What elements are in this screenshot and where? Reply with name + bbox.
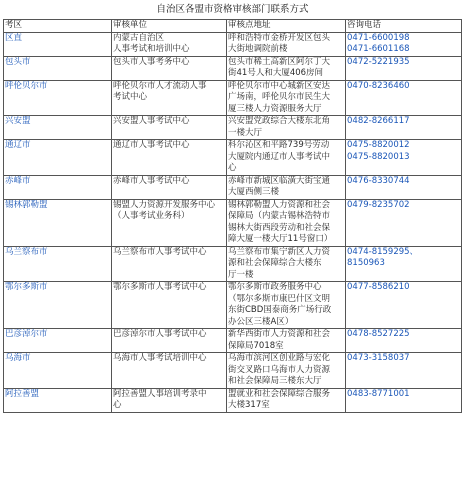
address-cell-line: 广场南，呼伦贝尔市民生大 (228, 92, 331, 102)
document-title: 自治区各盟市资格审核部门联系方式 (156, 4, 309, 15)
address-cell (227, 246, 346, 282)
address-cell-line: 呼和浩特市金桥开发区包头 (228, 32, 331, 43)
phone-cell (346, 32, 462, 56)
area-cell (4, 388, 112, 412)
unit-cell (112, 140, 227, 176)
table-row (4, 353, 462, 389)
address-cell-line: （鄂尔多斯市康巴什区文明 (228, 293, 331, 304)
address-cell-line: 障大厦一楼大厅11号窗口） (228, 234, 333, 244)
phone-cell-line: 0482-8266117 (347, 116, 410, 126)
unit-cell-line: 赤峰市人事考试中心 (113, 175, 190, 186)
table-row (4, 246, 462, 282)
phone-cell-line: 0473-3158037 (347, 353, 410, 363)
address-cell-line: 兴安盟党政综合大楼东北角 (228, 116, 331, 126)
address-cell-line: 东街CBD国泰商务广场行政 (228, 305, 332, 315)
phone-cell (346, 282, 462, 329)
address-cell-line: 大厦西侧三楼 (228, 187, 280, 197)
area-cell (4, 353, 112, 389)
header-unit: 审核单位 (112, 20, 227, 33)
phone-cell (346, 199, 462, 246)
area-cell-line: 巴彦淖尔市 (5, 329, 48, 339)
address-cell-line: 科尔沁区和平路739号劳动 (228, 140, 330, 150)
area-cell-line: 兴安盟 (5, 116, 31, 126)
address-cell (227, 56, 346, 80)
unit-cell (112, 56, 227, 80)
phone-cell (346, 246, 462, 282)
address-cell-line: 厅一楼 (228, 269, 254, 280)
table-row (4, 282, 462, 329)
unit-cell (112, 388, 227, 412)
table-body (4, 32, 462, 412)
unit-cell-line: 人事考试和培训中心 (113, 44, 190, 54)
phone-cell-line: 0472-5221935 (347, 56, 410, 67)
table-row (4, 140, 462, 176)
phone-cell-line: 0479-8235702 (347, 199, 410, 210)
unit-cell (112, 282, 227, 329)
area-cell (4, 246, 112, 282)
area-cell-line: 鄂尔多斯市 (5, 282, 48, 292)
unit-cell-line: 心 (113, 400, 122, 410)
area-cell-line: 赤峰市 (5, 175, 31, 186)
phone-cell-line: 0475-8820012 (347, 140, 410, 150)
unit-cell-line: 内蒙古自治区 (113, 32, 165, 43)
unit-cell-line: 阿拉善盟人事培训考录中 (113, 388, 207, 399)
address-cell-line: 一楼大厅 (228, 127, 263, 138)
header-phone: 咨询电话 (346, 20, 462, 33)
address-cell (227, 282, 346, 329)
unit-cell (112, 116, 227, 140)
contact-table (3, 19, 462, 413)
address-cell (227, 80, 346, 116)
area-cell-line: 锡林郭勒盟 (5, 199, 48, 210)
unit-cell-line: 巴彦淖尔市人事考试中心 (113, 329, 207, 339)
area-cell-line: 乌海市 (5, 353, 31, 363)
area-cell (4, 175, 112, 199)
phone-cell (346, 175, 462, 199)
unit-cell (112, 199, 227, 246)
area-cell (4, 329, 112, 353)
area-cell-line: 阿拉善盟 (5, 388, 40, 399)
unit-cell-line: 鄂尔多斯市人事考试中心 (113, 282, 207, 292)
phone-cell-line: 0471-6601168 (347, 44, 410, 54)
address-cell-line: 乌海市滨河区创业路与宏化 (228, 353, 331, 363)
address-cell-line: 呼伦贝尔市中心城新区安达 (228, 80, 331, 91)
unit-cell-line: 包头市人事考务中心 (113, 56, 190, 67)
address-cell-line: 心 (228, 163, 237, 173)
area-cell (4, 140, 112, 176)
area-cell (4, 32, 112, 56)
header-address: 审核点地址 (227, 20, 346, 33)
table-row (4, 32, 462, 56)
unit-cell (112, 353, 227, 389)
unit-cell (112, 329, 227, 353)
area-cell (4, 199, 112, 246)
phone-cell (346, 353, 462, 389)
unit-cell-line: 锡盟人力资源开发服务中心 (113, 199, 216, 210)
address-cell-line: 新华西街市人力资源和社会 (228, 329, 331, 339)
address-cell-line: 盟就业和社会保障综合服务 (228, 388, 331, 399)
unit-cell (112, 80, 227, 116)
address-cell-line: 大厦院内通辽市人事考试中 (228, 151, 331, 162)
phone-cell-line: 0476-8330744 (347, 175, 410, 186)
phone-cell-line: 0483-8771001 (347, 388, 410, 399)
area-cell-line: 乌兰察布市 (5, 246, 48, 257)
unit-cell-line: 乌海市人事考试培训中心 (113, 353, 207, 363)
unit-cell-line: 通辽市人事考试中心 (113, 140, 190, 150)
address-cell-line: 源和社会保障综合大楼东 (228, 258, 322, 268)
area-cell-line: 包头市 (5, 56, 31, 67)
table-row (4, 80, 462, 116)
phone-cell-line: 0477-8586210 (347, 282, 410, 292)
address-cell (227, 329, 346, 353)
address-cell-line: 乌兰察布市集宁新区人力资 (228, 246, 331, 257)
address-cell-line: 锡林郭勒盟人力资源和社会 (228, 199, 331, 210)
address-cell (227, 140, 346, 176)
area-cell-line: 区直 (5, 32, 23, 43)
table-row (4, 175, 462, 199)
unit-cell-line: 呼伦贝尔市人才流动人事 (113, 80, 207, 91)
phone-cell-line: 0470-8236460 (347, 80, 410, 91)
unit-cell-line: 乌兰察布市人事考试中心 (113, 246, 207, 257)
unit-cell-line: （人事考试业务科） (113, 211, 190, 221)
unit-cell (112, 175, 227, 199)
address-cell-line: 赤峰市新城区临潢大街宝通 (228, 175, 331, 186)
table-row (4, 329, 462, 353)
table-row (4, 116, 462, 140)
address-cell (227, 32, 346, 56)
address-cell-line: 街41号人和大厦406房间 (228, 68, 324, 78)
phone-cell-line: 0474-8159295、 (347, 246, 419, 257)
table-row (4, 388, 462, 412)
area-cell (4, 80, 112, 116)
phone-cell (346, 116, 462, 140)
address-cell (227, 199, 346, 246)
unit-cell (112, 246, 227, 282)
address-cell-line: 鄂尔多斯市政务服务中心 (228, 282, 322, 292)
address-cell-line: 街交叉路口乌海市人力资源 (228, 364, 331, 375)
address-cell (227, 388, 346, 412)
area-cell-line: 呼伦贝尔市 (5, 80, 48, 91)
address-cell-line: 和社会保障局三楼东大厅 (228, 376, 322, 386)
address-cell-line: 保障局（内蒙古锡林浩特市 (228, 211, 331, 221)
phone-cell-line: 0478-8527225 (347, 329, 410, 339)
table-header-row (4, 20, 462, 33)
address-cell-line: 大街地调院前楼 (228, 44, 288, 54)
address-cell (227, 353, 346, 389)
table-row (4, 199, 462, 246)
phone-cell-line: 0475-8820013 (347, 151, 410, 162)
address-cell (227, 116, 346, 140)
phone-cell-line: 8150963 (347, 258, 385, 268)
phone-cell (346, 80, 462, 116)
address-cell-line: 厦三楼人力资源服务大厅 (228, 103, 322, 114)
unit-cell-line: 考试中心 (113, 92, 148, 102)
address-cell-line: 大楼317室 (228, 400, 270, 410)
area-cell-line: 通辽市 (5, 140, 31, 150)
table-row (4, 56, 462, 80)
area-cell (4, 56, 112, 80)
header-area: 考区 (4, 20, 112, 33)
unit-cell-line: 兴安盟人事考试中心 (113, 116, 190, 126)
phone-cell (346, 388, 462, 412)
address-cell-line: 包头市稀土高新区阿尔丁大 (228, 56, 331, 67)
phone-cell (346, 329, 462, 353)
unit-cell (112, 32, 227, 56)
address-cell-line: 锡林大街西段劳动和社会保 (228, 222, 331, 233)
address-cell (227, 175, 346, 199)
area-cell (4, 282, 112, 329)
address-cell-line: 保障局7018室 (228, 340, 284, 351)
phone-cell (346, 56, 462, 80)
phone-cell (346, 140, 462, 176)
phone-cell-line: 0471-6600198 (347, 32, 410, 43)
address-cell-line: 办公区三楼A区） (228, 316, 294, 327)
area-cell (4, 116, 112, 140)
